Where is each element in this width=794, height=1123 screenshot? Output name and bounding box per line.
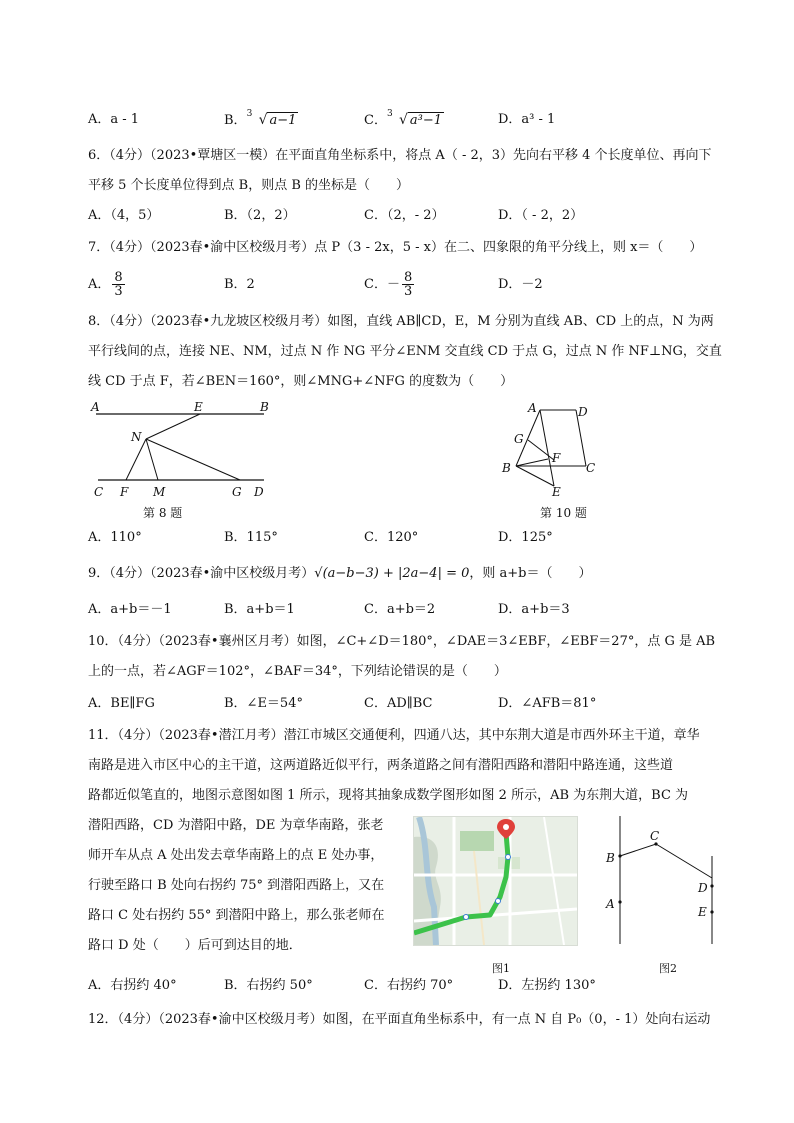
fig2-label-e: E xyxy=(698,905,707,919)
fig8-label-a: A xyxy=(91,400,100,414)
fig10-label-g: G xyxy=(514,432,524,446)
q10-text-line2: 上的一点，若∠AGF＝102°，∠BAF＝34°，下列结论错误的是（ ） xyxy=(88,664,507,679)
q10-text-line1: 10．（4分）（2023春•襄州区月考）如图，∠C+∠D＝180°，∠DAE＝3∠EBF，∠EBF＝27°，点 G 是 AB xyxy=(88,634,716,649)
q11-option-a[interactable]: A．右拐约 40° xyxy=(88,978,177,993)
q11-option-c[interactable]: C．右拐约 70° xyxy=(364,978,454,993)
figure-1-caption: 图1 xyxy=(492,962,510,975)
figure-8-caption: 第 8 题 xyxy=(143,506,183,520)
q8-option-c[interactable]: C．120° xyxy=(364,530,419,545)
figure-10-caption: 第 10 题 xyxy=(540,506,587,520)
q5-option-d[interactable]: D．a³ - 1 xyxy=(498,112,556,127)
q8-text-line1: 8．（4分）（2023春•九龙坡区校级月考）如图，直线 AB∥CD，E，M 分别为直线 AB、CD 上的点，N 为两 xyxy=(88,314,714,329)
q6-option-a[interactable]: A．（4，5） xyxy=(88,208,160,223)
q6-options xyxy=(88,204,708,228)
q9-text: 9．（4分）（2023春•渝中区校级月考）√(a−b−3) + |2a−4| = 0，则 a+b＝（ ） xyxy=(88,566,592,581)
q11-text-line7: 路口 C 处右拐约 55° 到潜阳中路上，那么张老师在 xyxy=(88,908,385,923)
q6-option-c[interactable]: C．（2，- 2） xyxy=(364,208,445,223)
q10-option-b[interactable]: B．∠E＝54° xyxy=(224,696,303,711)
q9-option-d[interactable]: D．a+b＝3 xyxy=(498,602,570,617)
q8-option-d[interactable]: D．125° xyxy=(498,530,553,545)
q11-text-line2: 南路是进入市区中心的主干道，这两道路近似平行，两条道路之间有潜阳西路和潜阳中路连通，这些道 xyxy=(88,758,674,773)
q8-options xyxy=(88,526,708,550)
fig2-label-c: C xyxy=(650,829,660,843)
figure-1-map xyxy=(413,816,578,946)
q10-option-d[interactable]: D．∠AFB＝81° xyxy=(498,696,597,711)
fig8-label-c: C xyxy=(94,485,104,499)
q11-text-line8: 路口 D 处（ ）后可到达目的地． xyxy=(88,938,302,953)
fraction: $\frac{8}{3}$ xyxy=(403,270,413,299)
q11-options xyxy=(88,974,708,998)
q9-option-b[interactable]: B．a+b＝1 xyxy=(224,602,295,617)
figure-8 xyxy=(88,398,278,502)
cube-root: 3 √ a−1 xyxy=(246,109,297,128)
q8-option-a[interactable]: A．110° xyxy=(88,530,142,545)
q8-option-b[interactable]: B．115° xyxy=(224,530,278,545)
q10-options xyxy=(88,692,708,716)
map-graphic xyxy=(414,817,577,945)
fig10-label-d: D xyxy=(578,405,588,419)
q6-option-b[interactable]: B．（2，2） xyxy=(224,208,296,223)
q11-text-line4: 潜阳西路，CD 为潜阳中路，DE 为章华南路，张老 xyxy=(88,818,384,833)
q7-option-d[interactable]: D．－2 xyxy=(498,277,543,292)
fig8-label-f: F xyxy=(120,485,129,499)
q6-text-line2: 平移 5 个长度单位得到点 B，则点 B 的坐标是（ ） xyxy=(88,178,410,193)
q11-text-line3: 路都近似笔直的，地图示意图如图 1 所示，现将其抽象成数学图形如图 2 所示，AB 为东荆大道，BC 为 xyxy=(88,788,689,803)
cube-root: 3 √ a³−1 xyxy=(386,109,443,128)
fig8-label-m: M xyxy=(153,485,166,499)
fig10-label-f: F xyxy=(552,451,561,465)
fig8-label-n: N xyxy=(131,430,142,444)
fig2-label-d: D xyxy=(698,881,708,895)
fig8-label-d: D xyxy=(254,485,264,499)
fig10-label-e: E xyxy=(552,485,561,499)
fig8-label-b: B xyxy=(260,400,269,414)
q5-option-b[interactable]: B． 3 √ a−1 xyxy=(224,108,298,133)
q6-text-line1: 6．（4分）（2023•覃塘区一模）在平面直角坐标系中，将点 A（ - 2，3）先向右平移 4 个长度单位、再向下 xyxy=(88,148,712,163)
q10-option-a[interactable]: A．BE∥FG xyxy=(88,696,155,711)
q11-option-d[interactable]: D．左拐约 130° xyxy=(498,978,596,993)
fig8-label-e: E xyxy=(194,400,203,414)
fig10-label-a: A xyxy=(528,401,537,415)
figure-2 xyxy=(600,816,716,946)
figure-2-caption: 图2 xyxy=(659,962,677,975)
q7-text: 7．（4分）（2023春•渝中区校级月考）点 P（3 - 2x，5 - x）在二、四象限的角平分线上，则 x＝（ ） xyxy=(88,240,703,255)
q7-option-c[interactable]: C．－ $\frac{8}{3}$ xyxy=(364,270,413,299)
q9-option-a[interactable]: A．a+b＝－1 xyxy=(88,602,172,617)
q7-option-a[interactable]: A． $\frac{8}{3}$ xyxy=(88,270,123,299)
q10-option-c[interactable]: C．AD∥BC xyxy=(364,696,433,711)
fig10-label-b: B xyxy=(502,461,511,475)
q5-option-c[interactable]: C． 3 √ a³−1 xyxy=(364,108,444,133)
q11-text-line6: 行驶至路口 B 处向右拐约 75° 到潜阳西路上，又在 xyxy=(88,878,385,893)
q8-text-line3: 线 CD 于点 F，若∠BEN＝160°，则∠MNG+∠NFG 的度数为（ ） xyxy=(88,374,514,389)
q9-option-c[interactable]: C．a+b＝2 xyxy=(364,602,436,617)
q7-option-b[interactable]: B．2 xyxy=(224,277,255,292)
figure-10 xyxy=(498,400,608,500)
fig8-label-g: G xyxy=(232,485,242,499)
q11-text-line5: 师开车从点 A 处出发去章华南路上的点 E 处办事， xyxy=(88,848,384,863)
q12-text-line1: 12．（4分）（2023春•渝中区校级月考）如图，在平面直角坐标系中，有一点 N 自 P₀（0，- 1）处向右运动 xyxy=(88,1012,711,1027)
q9-expression: √(a−b−3) + |2a−4| = 0 xyxy=(314,566,470,581)
q8-text-line2: 平行线间的点，连接 NE、NM，过点 N 作 NG 平分∠ENM 交直线 CD 于点 G，过点 N 作 NF⊥NG，交直 xyxy=(88,344,722,359)
fig2-label-b: B xyxy=(606,851,615,865)
q5-option-a[interactable]: A．a - 1 xyxy=(88,112,140,127)
q11-option-b[interactable]: B．右拐约 50° xyxy=(224,978,313,993)
q9-options xyxy=(88,598,708,622)
fraction: $\frac{8}{3}$ xyxy=(114,270,123,299)
fig2-label-a: A xyxy=(606,897,615,911)
q6-option-d[interactable]: D．（ - 2，2） xyxy=(498,208,584,223)
q11-text-line1: 11．（4分）（2023春•潜江月考）潜江市城区交通便利，四通八达，其中东荆大道是市西外环主干道，章华 xyxy=(88,728,700,743)
q5-options xyxy=(88,108,708,132)
q7-options xyxy=(88,270,708,300)
fig10-label-c: C xyxy=(586,461,596,475)
